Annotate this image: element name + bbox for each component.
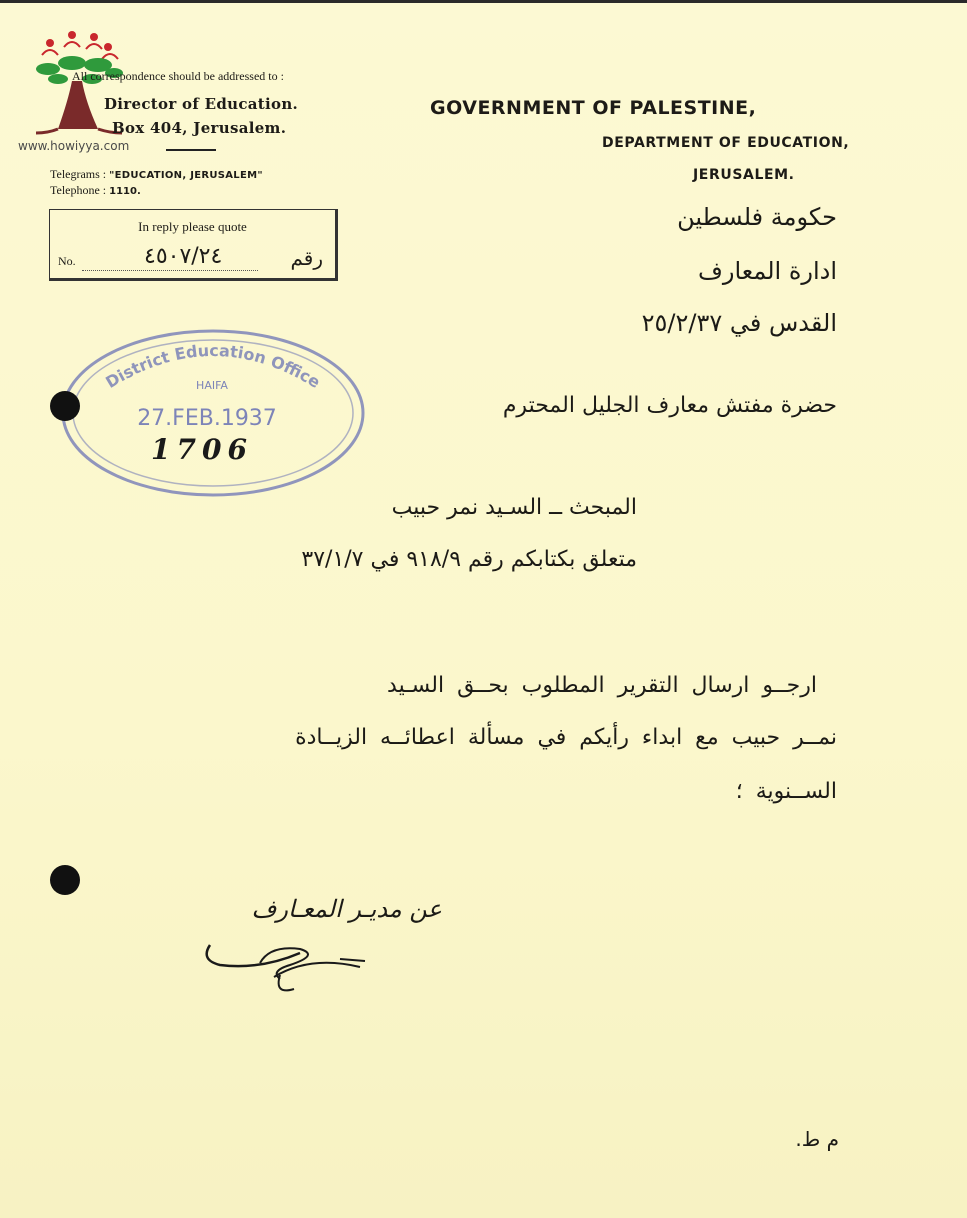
punch-hole	[50, 865, 80, 895]
reference-line: متعلق بكتابكم رقم ٩١٨/٩ في ٣٧/١/٧	[301, 547, 637, 572]
telegrams-label: Telegrams :	[50, 167, 110, 181]
reply-no-label: No.	[58, 254, 76, 268]
telegrams-value: "EDUCATION, JERUSALEM"	[109, 170, 263, 181]
correspondence-note: All correspondence should be addressed to :	[72, 69, 284, 83]
address-line-2: Box 404, Jerusalem.	[112, 119, 287, 137]
handwritten-signature	[190, 915, 390, 995]
telephone-line	[50, 183, 141, 198]
body-line-2: نمــر حبيب مع ابداء رأيكم في مسألة اعطائــه الزيــادة	[295, 725, 837, 750]
address-line-1: Director of Education.	[104, 95, 299, 113]
body-line-1: ارجــو ارسال التقرير المطلوب بحــق السـيد	[387, 673, 817, 698]
divider	[166, 149, 216, 151]
stamp-date: 27.FEB.1937	[137, 406, 277, 431]
reply-box-title: In reply please quote	[138, 219, 247, 234]
reply-reference-box	[49, 209, 338, 281]
stamp-office: District Education Office	[102, 340, 324, 392]
watermark-site-url: www.howiyya.com	[18, 139, 130, 153]
punch-hole	[50, 391, 80, 421]
department-title: DEPARTMENT OF EDUCATION,	[602, 135, 850, 151]
raqam-label: رقم	[290, 246, 323, 270]
arabic-date-line: القدس في ٢٥/٢/٣٧	[641, 309, 837, 337]
signoff-line: عن مديـر المعـارف	[251, 895, 442, 923]
arabic-government: حكومة فلسطين	[677, 203, 837, 231]
subject-line: المبحث ــ السـيد نمر حبيب	[391, 495, 637, 520]
arabic-department: ادارة المعارف	[697, 257, 837, 285]
body-line-3: الســنوية ؛	[735, 779, 837, 804]
reference-number: ٤٥٠٧/٢٤	[144, 244, 223, 269]
telegrams-line	[50, 167, 263, 182]
telephone-label: Telephone :	[50, 183, 110, 197]
telephone-value: 1110.	[109, 186, 141, 197]
typist-initials: م ط.	[795, 1127, 839, 1151]
government-title: GOVERNMENT OF PALESTINE,	[430, 97, 757, 119]
addressee-line: حضرة مفتش معارف الجليل المحترم	[502, 393, 837, 418]
received-stamp	[52, 321, 374, 505]
stamp-city: HAIFA	[196, 379, 228, 392]
city-title: JERUSALEM.	[693, 167, 795, 183]
reply-dotted-line	[82, 270, 258, 271]
stamp-handwritten-number: 1706	[151, 433, 253, 466]
